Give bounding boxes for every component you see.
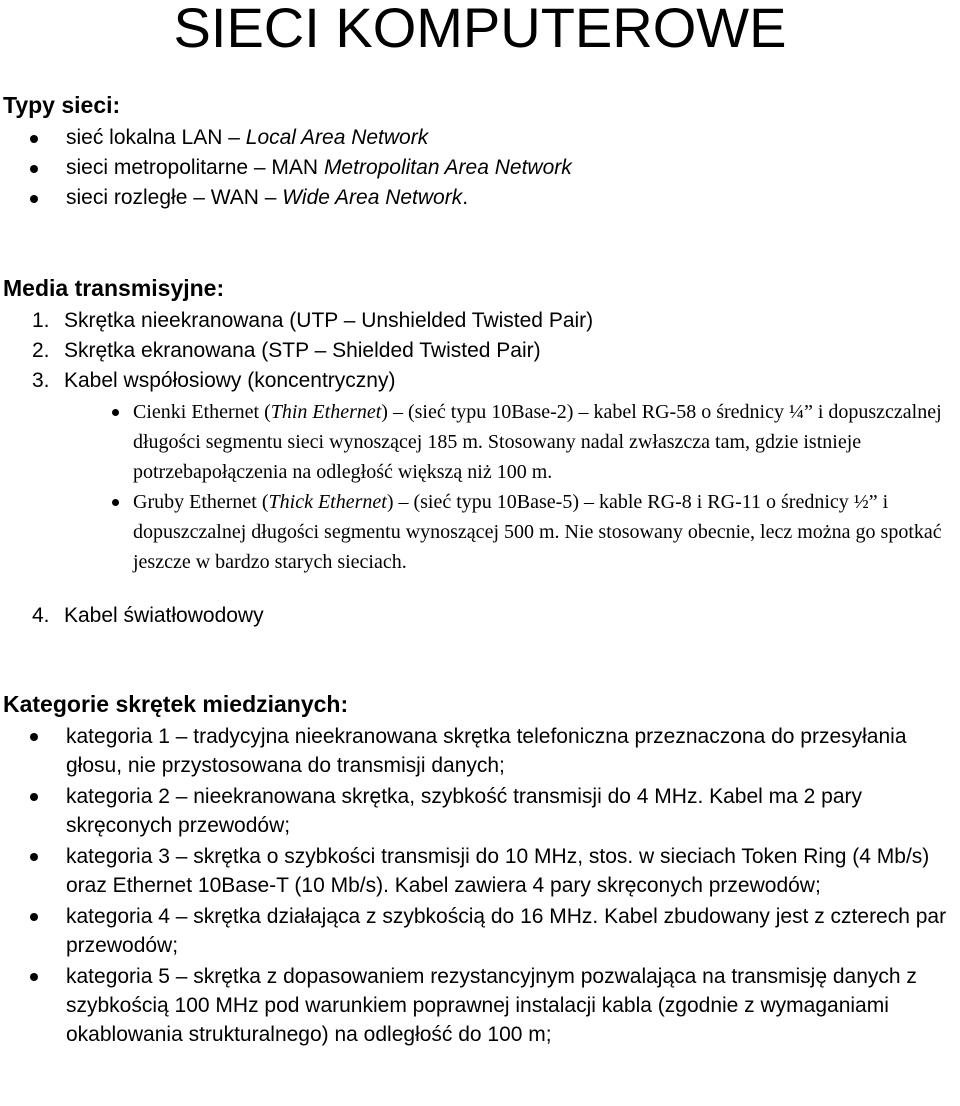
bullet-icon xyxy=(30,733,38,741)
coax-list xyxy=(0,397,960,577)
list-item xyxy=(0,336,960,366)
item-italic-text: Wide Area Network xyxy=(282,186,463,209)
page-title: SIECI KOMPUTEROWE xyxy=(173,0,787,59)
media-list xyxy=(0,306,960,396)
bullet-icon xyxy=(30,195,38,203)
item-text: Gruby Ethernet ( xyxy=(133,491,269,513)
item-text: Skrętka ekranowana (STP – Shielded Twisted Pair) xyxy=(64,339,541,362)
network-types-list xyxy=(0,123,960,213)
categories-list xyxy=(0,722,960,1051)
item-number: 4. xyxy=(32,604,50,627)
item-text: ) – (sieć typu 10Base-5) – kable RG-8 i RG-11 o średnicy ½” i dopuszczalnej długości segmentu wynoszącej 500 m. Nie stosowany obecnie, lecz można go spotkać jeszcze w bardzo starych sieciach. xyxy=(133,491,942,573)
item-suffix: . xyxy=(462,186,469,209)
item-number: 2. xyxy=(32,339,50,362)
item-text: kategoria 1 – tradycyjna nieekranowana skrętka telefoniczna przeznaczona do przesyłania głosu, nie przystosowana do transmisji danych; xyxy=(66,725,907,777)
bullet-icon xyxy=(30,913,38,921)
bullet-icon xyxy=(30,165,38,173)
list-item xyxy=(0,366,960,396)
bullet-icon xyxy=(112,409,119,416)
item-text: sieć lokalna LAN – xyxy=(66,126,246,149)
list-item xyxy=(0,722,960,780)
item-text: kategoria 4 – skrętka działająca z szybkością do 16 MHz. Kabel zbudowany jest z czterech par przewodów; xyxy=(66,905,947,957)
heading-network-types: Typy sieci: xyxy=(3,92,121,118)
media-list-continued xyxy=(0,601,960,631)
list-item xyxy=(0,153,960,183)
list-item xyxy=(0,306,960,336)
item-number: 1. xyxy=(32,309,50,332)
item-text: kategoria 3 – skrętka o szybkości transmisji do 10 MHz, stos. w sieciach Token Ring (4 Mb/s) oraz Ethernet 10Base-T (10 Mb/s). Kabel zawiera 4 pary skręconych przewodów; xyxy=(66,845,930,897)
list-item xyxy=(0,782,960,840)
item-text: Kabel światłowodowy xyxy=(64,604,264,627)
bullet-icon xyxy=(30,135,38,143)
list-item xyxy=(0,601,960,631)
bullet-icon xyxy=(30,973,38,981)
list-item xyxy=(0,183,960,213)
item-text: kategoria 5 – skrętka z dopasowaniem rezystancyjnym pozwalająca na transmisję danych z szybkością 100 MHz pod warunkiem poprawnej instalacji kabla (zgodnie z wymaganiami okablowania strukturalnego) na odległość do 100 m; xyxy=(66,965,917,1046)
bullet-icon xyxy=(30,853,38,861)
list-item xyxy=(0,962,960,1049)
heading-copper-categories: Kategorie skrętek miedzianych: xyxy=(3,691,349,717)
item-italic-text: Thick Ethernet xyxy=(268,491,387,513)
list-item xyxy=(0,397,960,487)
item-text: ) – (sieć typu 10Base-2) – kabel RG-58 o średnicy ¼” i dopuszczalnej długości segmentu sieci wynoszącej 185 m. Stosowany nadal zwłaszcza tam, gdzie istnieje potrzebapołączenia na odległość większą niż 100 m. xyxy=(133,401,942,483)
item-text: sieci metropolitarne – MAN xyxy=(66,156,324,179)
item-italic-text: Metropolitan Area Network xyxy=(323,156,572,179)
item-italic-text: Local Area Network xyxy=(245,126,429,149)
list-item xyxy=(0,842,960,900)
item-text: kategoria 2 – nieekranowana skrętka, szybkość transmisji do 4 MHz. Kabel ma 2 pary skręconych przewodów; xyxy=(66,785,863,837)
item-text: sieci rozległe – WAN – xyxy=(66,186,283,209)
heading-transmission-media: Media transmisyjne: xyxy=(3,275,225,301)
item-text: Kabel współosiowy (koncentryczny) xyxy=(64,369,396,392)
list-item xyxy=(0,902,960,960)
item-number: 3. xyxy=(32,369,50,392)
list-item xyxy=(0,487,960,577)
item-text: Skrętka nieekranowana (UTP – Unshielded Twisted Pair) xyxy=(64,309,594,332)
item-italic-text: Thin Ethernet xyxy=(270,401,382,423)
list-item xyxy=(0,123,960,153)
item-text: Cienki Ethernet ( xyxy=(133,401,271,423)
bullet-icon xyxy=(112,499,119,506)
bullet-icon xyxy=(30,793,38,801)
